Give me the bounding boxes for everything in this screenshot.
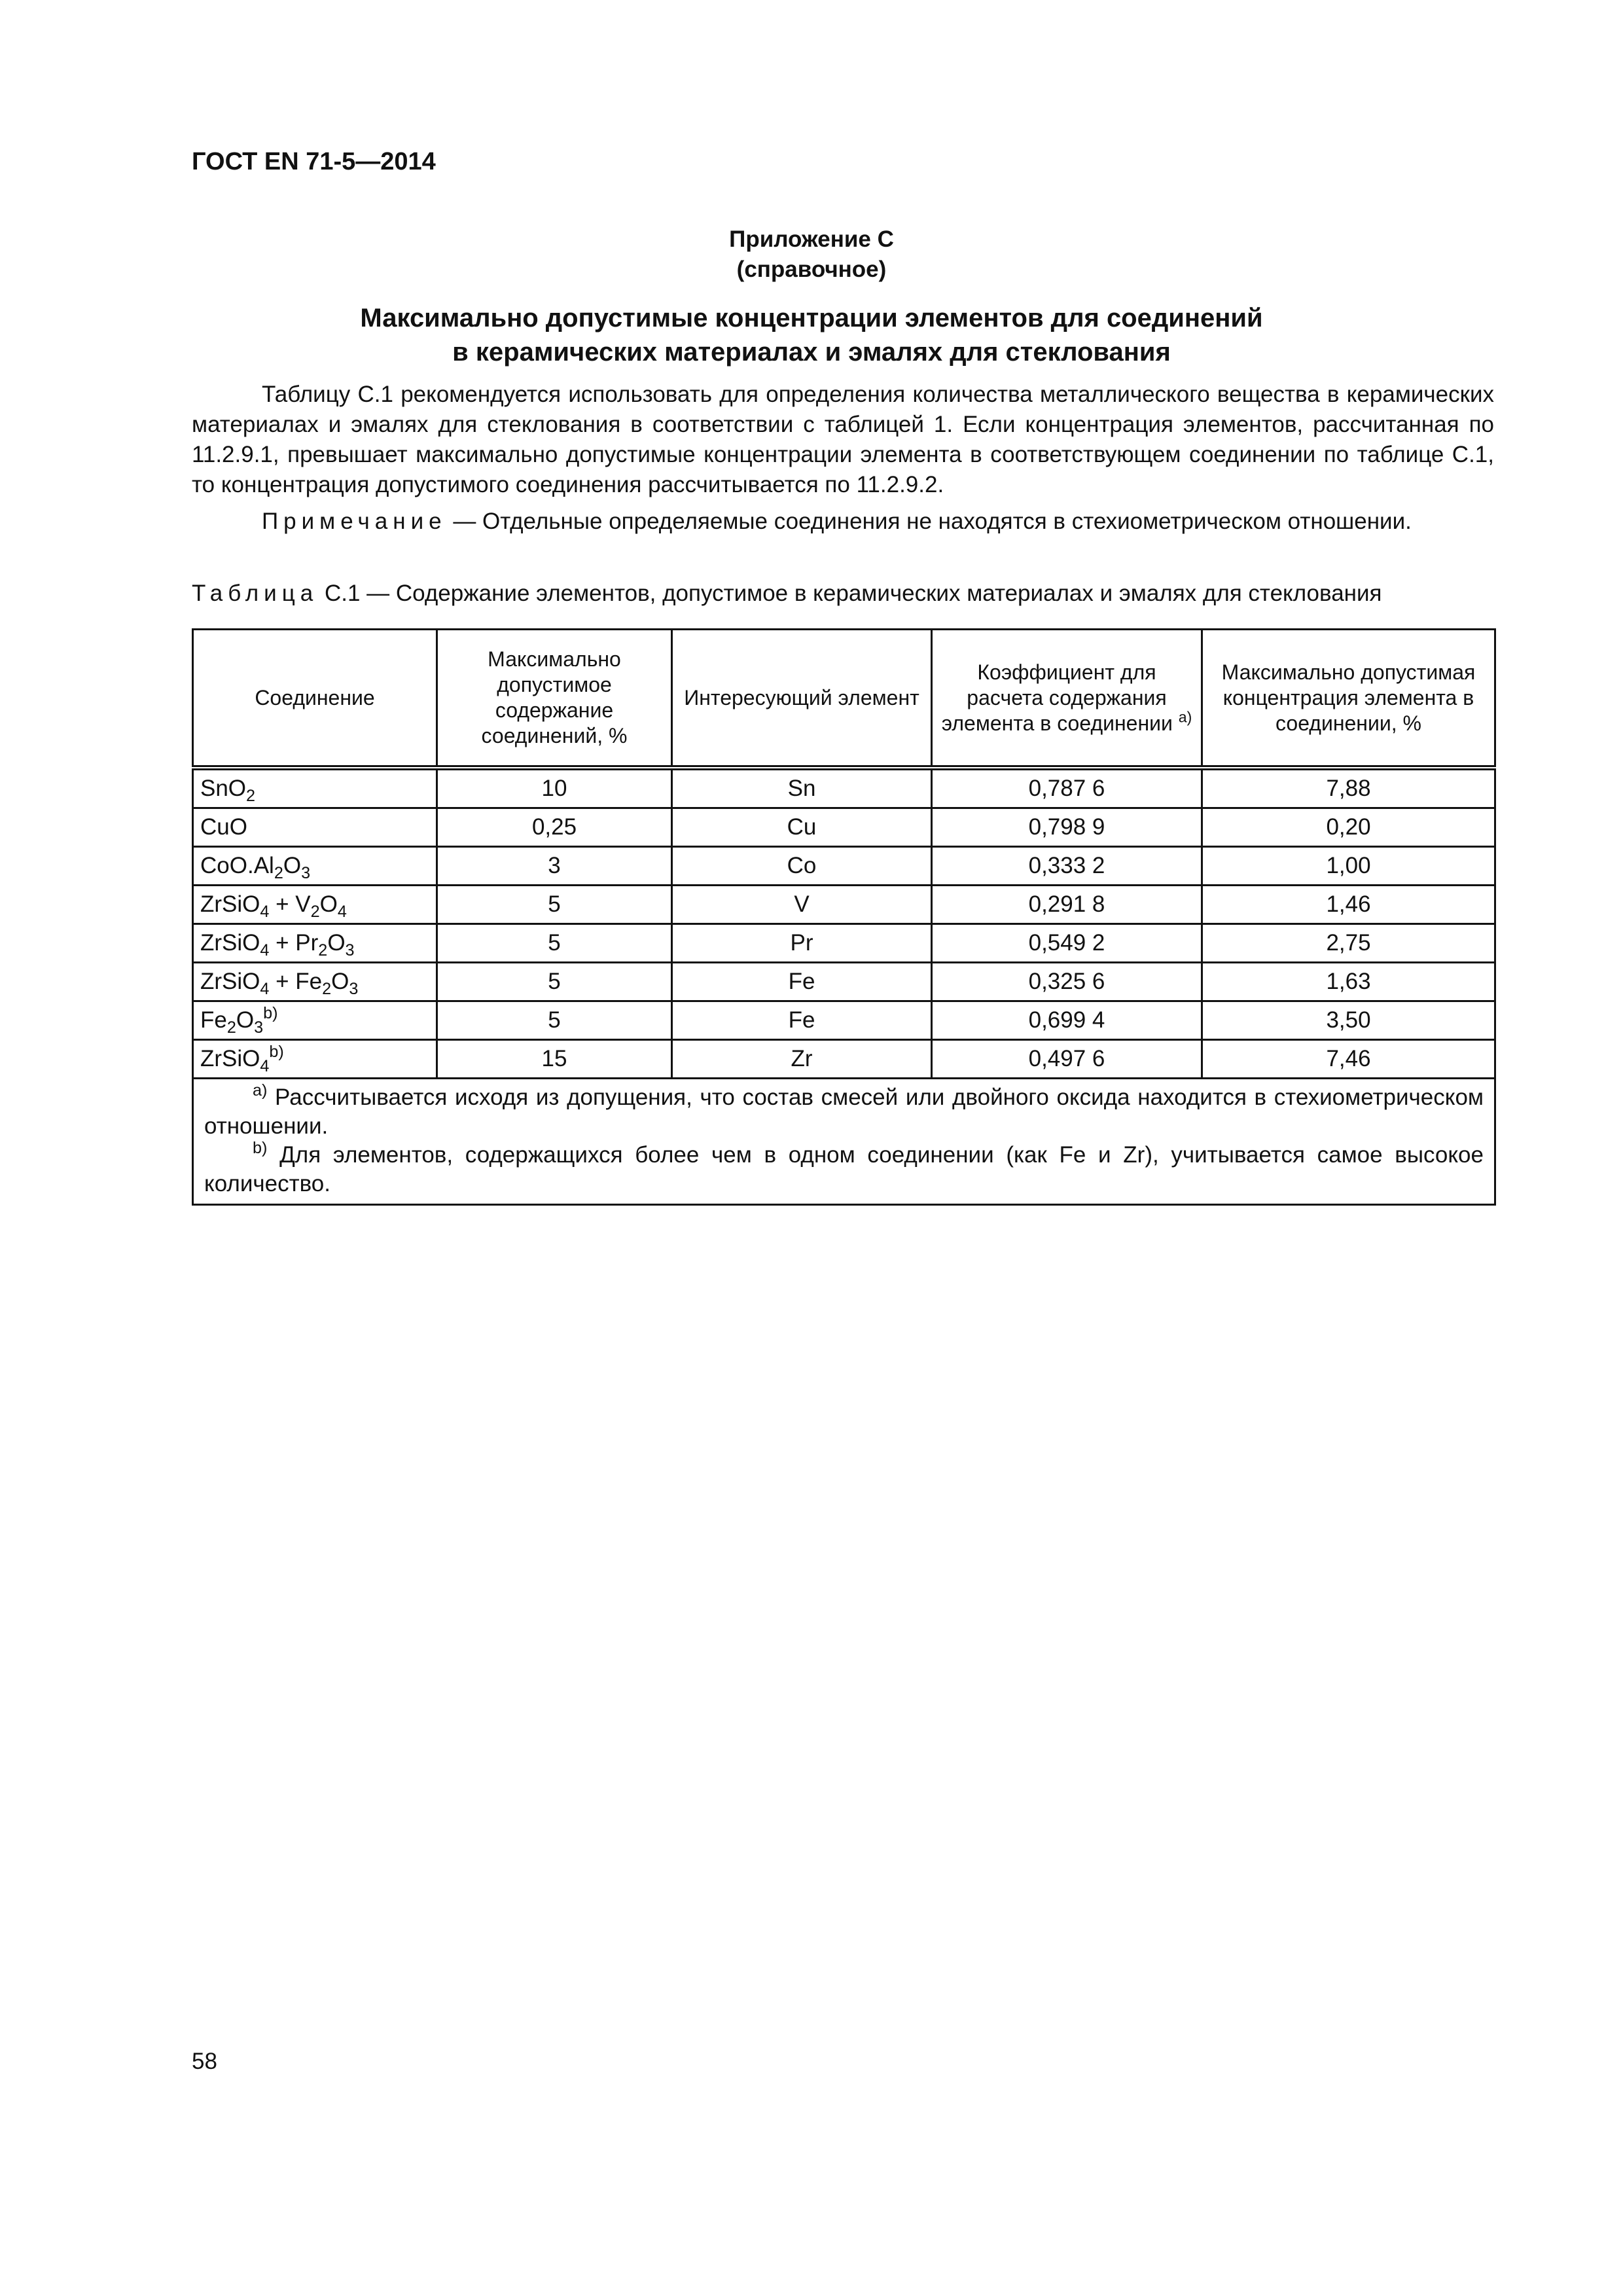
cell-element: Sn [672, 768, 932, 808]
formula-subscript: 2 [322, 980, 332, 999]
cell-compound: ZrSiO$_4$ + $V_2O_4$ [193, 886, 437, 924]
cell-max-concentration: 7,46 [1202, 1040, 1495, 1079]
header-element: Интересующий элемент [672, 630, 932, 768]
cell-compound: $CoO.Al_2O_3$ [193, 847, 437, 886]
footnote-b-text: Для элементов, содержащихся более чем в одном соединении (как Fe и Zr), учитывается самое высокое количество. [204, 1142, 1484, 1196]
footnote-a-mark: а) [253, 1081, 268, 1100]
appendix-label: Приложение С [729, 226, 894, 252]
formula-subscript: 3 [345, 941, 355, 960]
table-caption-text: С.1 — Содержание элементов, допустимое в керамических материалах и эмалях для стеклования [318, 581, 1382, 606]
cell-compound: $Fe_2O_3^{b)}$ [193, 1001, 437, 1040]
document-code: ГОСТ EN 71-5—2014 [192, 148, 436, 175]
cell-element: Pr [672, 924, 932, 963]
header-coefficient-ref: а) [1178, 708, 1192, 725]
formula-subscript: 2 [310, 903, 320, 922]
elements-table [192, 628, 1496, 1206]
cell-max-concentration: 1,46 [1202, 886, 1495, 924]
cell-max-concentration: 7,88 [1202, 768, 1495, 808]
table-footnotes-row [193, 1079, 1495, 1205]
formula-subscript: 2 [274, 864, 283, 883]
header-coefficient-text: Коэффициент для расчета содержания элемента в соединении [941, 660, 1173, 735]
cell-max-content: 10 [437, 768, 672, 808]
table-caption-label: Таблица [192, 581, 319, 606]
cell-coefficient: 0,699 4 [932, 1001, 1202, 1040]
footnote-ref: b) [263, 1004, 278, 1023]
cell-compound: ZrSiO$_4^{b)}$ [193, 1040, 437, 1079]
cell-max-content: 5 [437, 963, 672, 1001]
footnote-ref: b) [269, 1043, 284, 1062]
header-max-concentration: Максимально допустимая концентрация элемента в соединении, % [1202, 630, 1495, 768]
cell-compound: ZrSiO$_4$ + $Pr_2O_3$ [193, 924, 437, 963]
cell-max-content: 5 [437, 886, 672, 924]
appendix-status: (справочное) [736, 257, 887, 282]
footnote-a-text: Рассчитывается исходя из допущения, что состав смесей или двойного оксида находится в стехиометрическом отношении. [204, 1085, 1484, 1139]
cell-max-content: 0,25 [437, 808, 672, 847]
header-max-content: Максимально допустимое содержание соединений, % [437, 630, 672, 768]
table-row [193, 808, 1495, 847]
formula-subscript: 3 [301, 864, 311, 883]
cell-element: Cu [672, 808, 932, 847]
cell-max-concentration: 3,50 [1202, 1001, 1495, 1040]
table-row [193, 1001, 1495, 1040]
cell-compound: CuO [193, 808, 437, 847]
title-line-1: Максимально допустимые концентрации элементов для соединений [360, 304, 1263, 332]
table-footnotes [193, 1079, 1495, 1205]
cell-max-concentration: 1,00 [1202, 847, 1495, 886]
formula-subscript: 2 [318, 941, 328, 960]
cell-coefficient: 0,549 2 [932, 924, 1202, 963]
header-compound: Соединение [193, 630, 437, 768]
table-caption [192, 579, 1494, 609]
table-row [193, 886, 1495, 924]
cell-max-content: 5 [437, 924, 672, 963]
footnote-a [204, 1083, 1484, 1141]
cell-max-concentration: 2,75 [1202, 924, 1495, 963]
cell-coefficient: 0,325 6 [932, 963, 1202, 1001]
formula-subscript: 4 [337, 903, 347, 922]
table-body [193, 768, 1495, 1079]
cell-element: Zr [672, 1040, 932, 1079]
cell-max-concentration: 1,63 [1202, 963, 1495, 1001]
formula-subscript: 4 [260, 941, 270, 960]
header-coefficient [932, 630, 1202, 768]
cell-max-content: 5 [437, 1001, 672, 1040]
formula-subscript: 3 [349, 980, 359, 999]
cell-element: Fe [672, 963, 932, 1001]
formula-subscript: 2 [226, 1018, 236, 1037]
body-text [192, 380, 1494, 537]
cell-coefficient: 0,291 8 [932, 886, 1202, 924]
formula-subscript: 4 [260, 980, 270, 999]
footnote-b [204, 1141, 1484, 1198]
cell-max-content: 3 [437, 847, 672, 886]
page-number: 58 [192, 2049, 217, 2074]
cell-max-content: 15 [437, 1040, 672, 1079]
note-label: Примечание [262, 509, 447, 534]
cell-coefficient: 0,497 6 [932, 1040, 1202, 1079]
cell-compound: ZrSiO$_4$ + $Fe_2O_3$ [193, 963, 437, 1001]
table-row [193, 1040, 1495, 1079]
formula-subscript: 4 [260, 903, 270, 922]
formula-subscript: 2 [246, 787, 256, 806]
cell-max-concentration: 0,20 [1202, 808, 1495, 847]
cell-element: Co [672, 847, 932, 886]
footnote-b-mark: b) [253, 1139, 268, 1158]
cell-coefficient: 0,787 6 [932, 768, 1202, 808]
table-row [193, 768, 1495, 808]
cell-element: Fe [672, 1001, 932, 1040]
cell-element: V [672, 886, 932, 924]
table-row [193, 924, 1495, 963]
title-line-2: в керамических материалах и эмалях для стеклования [452, 338, 1171, 367]
note-paragraph [192, 507, 1494, 537]
table-row [193, 963, 1495, 1001]
formula-subscript: 4 [260, 1057, 270, 1076]
intro-paragraph: Таблицу С.1 рекомендуется использовать для определения количества металлического вещества в керамических материалах и эмалях для стеклования в соответствии с таблицей 1. Если концентрация элементов, рассчитанная по 11.2.9.1, превышает максимально допустимые концентрации элемента в соответствующем соединении по таблице С.1, то концентрация допустимого соединения рассчитывается по 11.2.9.2. [192, 382, 1494, 497]
cell-coefficient: 0,798 9 [932, 808, 1202, 847]
cell-coefficient: 0,333 2 [932, 847, 1202, 886]
appendix-title [0, 301, 1623, 369]
cell-compound: SnO$_2$ [193, 768, 437, 808]
appendix-heading [0, 224, 1623, 285]
table-header-row [193, 630, 1495, 768]
table-row [193, 847, 1495, 886]
note-text: — Отдельные определяемые соединения не находятся в стехиометрическом отношении. [446, 509, 1412, 534]
formula-subscript: 3 [254, 1018, 264, 1037]
